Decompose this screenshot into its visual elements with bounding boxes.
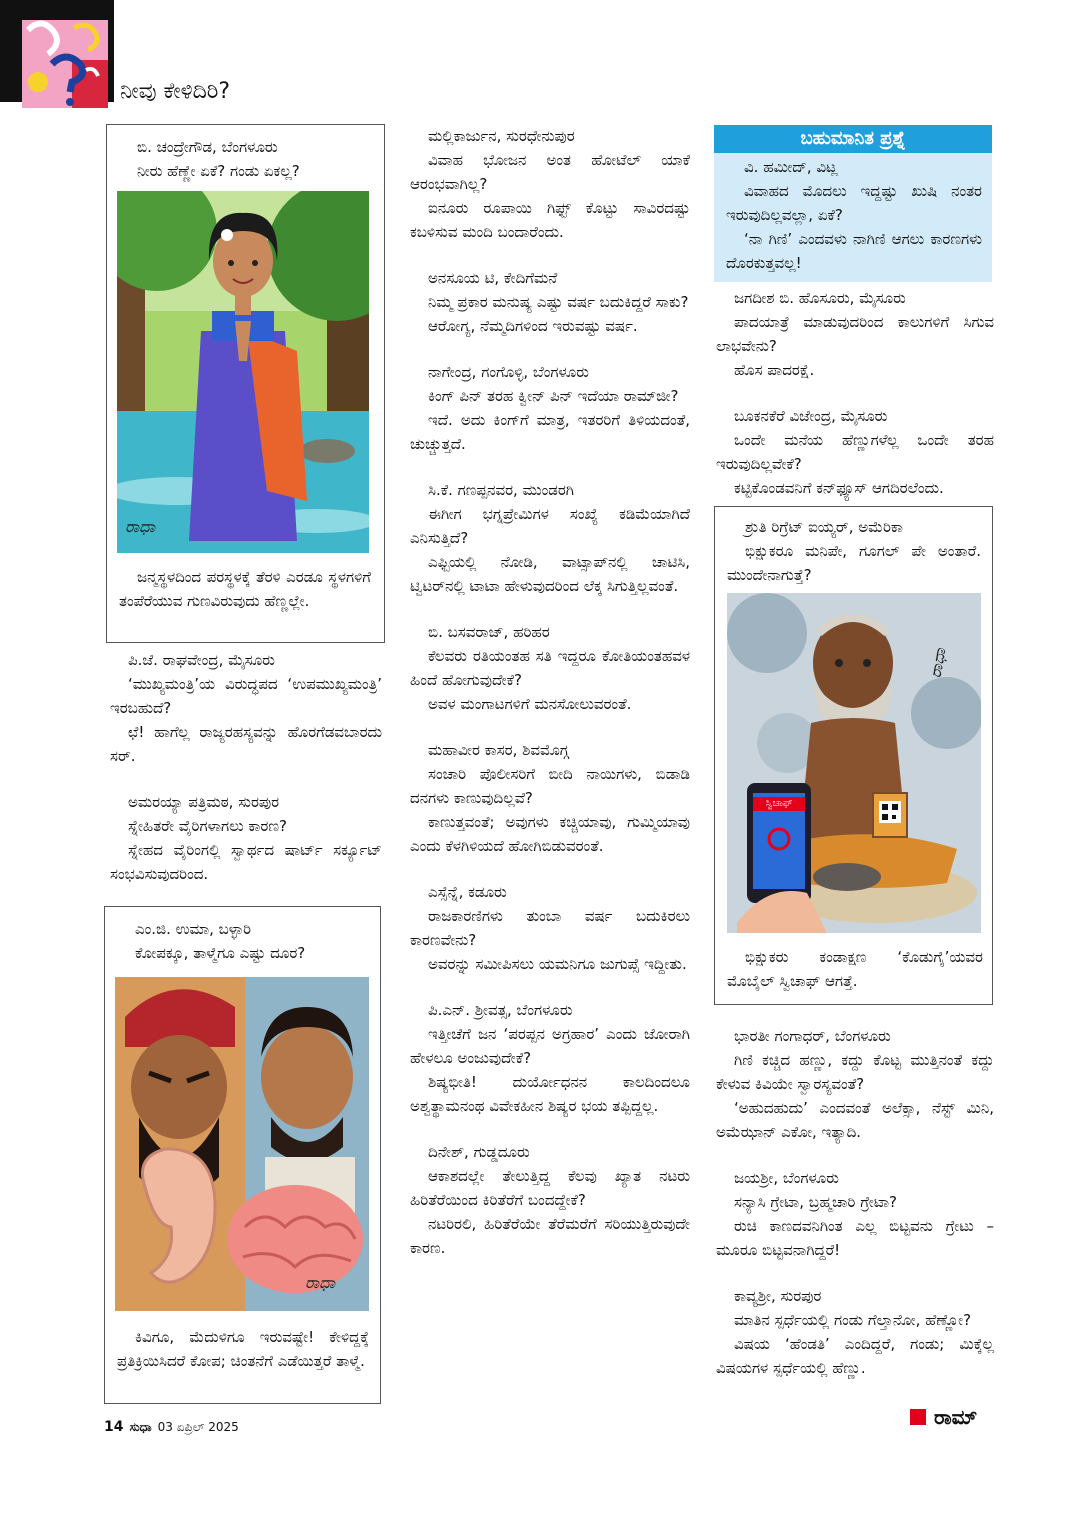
asker-name: ಅಮರಯ್ಯಾ ಪತ್ರಿಮಠ, ಸುರಪುರ bbox=[128, 793, 280, 811]
qa-item bbox=[410, 266, 690, 338]
answer-text: ಅವರನ್ನು ಸಮೀಪಿಸಲು ಯಮನಿಗೂ ಜುಗುಪ್ಸೆ ಇದ್ದೀತು. bbox=[428, 955, 687, 973]
question-text: ಒಂದೇ ಮನೆಯ ಹೆಣ್ಣುಗಳೆಲ್ಲ ಒಂದೇ ತರಹ ಇರುವುದಿಲ್ಲವೇಕೆ? bbox=[716, 431, 994, 473]
qa-list-col1 bbox=[110, 648, 382, 886]
page-number: 14 bbox=[104, 1419, 124, 1435]
asker-name: ಪಿ.ಜೆ. ರಾಘವೇಂದ್ರ, ಮೈಸೂರು bbox=[128, 651, 275, 669]
asker-name: ಎಂ.ಜಿ. ಉಮಾ, ಬಳ್ಳಾರಿ bbox=[135, 920, 252, 938]
answer-text: ಐನೂರು ರೂಪಾಯಿ ಗಿಫ್ಟ್ ಕೊಟ್ಟು ಸಾವಿರದಷ್ಟು ಕಬಳಿಸುವ ಮಂದಿ ಬಂದಾರೆಂದು. bbox=[410, 199, 690, 241]
qa-item bbox=[110, 790, 382, 886]
question-text: ಕೆಲವರು ರತಿಯಂತಹ ಸತಿ ಇದ್ದರೂ ಕೋತಿಯಂತಹವಳ ಹಿಂದೆ ಹೋಗುವುದೇಕೆ? bbox=[410, 647, 690, 689]
answer-text: ವಿಷಯ ‘ಹೆಂಡತಿ’ ಎಂದಿದ್ದರೆ, ಗಂಡು; ಮಿಕ್ಕೆಲ್ಲ ವಿಷಯಗಳ ಸ್ಪರ್ಧೆಯಲ್ಲಿ ಹೆಣ್ಣು. bbox=[716, 1335, 994, 1377]
column-logo bbox=[22, 20, 108, 108]
answer-text: ಛೆ! ಹಾಗೆಲ್ಲ ರಾಜ್ಯರಹಸ್ಯವನ್ನು ಹೊರಗೆಡವಬಾರದು ಸರ್. bbox=[110, 723, 382, 765]
qa-item bbox=[410, 478, 690, 598]
question-text: ಸ್ನೇಹಿತರೇ ವೈರಿಗಳಾಗಲು ಕಾರಣ? bbox=[128, 817, 287, 835]
red-square-marker bbox=[910, 1409, 926, 1425]
asker-name: ಜಯಶ್ರೀ, ಬೆಂಗಳೂರು bbox=[734, 1169, 839, 1187]
question-text: ಕಿಂಗ್ ಪಿನ್ ತರಹ ಕ್ವೀನ್ ಪಿನ್ ಇದೆಯಾ ರಾಮ್‌ಜೀ? bbox=[428, 387, 679, 405]
magazine-name: ಸುಧಾ bbox=[129, 1420, 152, 1434]
asker-name: ಎಸ್ಸೆನ್ನೆ, ಕಡೂರು bbox=[428, 883, 507, 901]
qa-item bbox=[410, 124, 690, 244]
asker-name: ಬೂಕನಕೆರೆ ವಿಜೇಂದ್ರ, ಮೈಸೂರು bbox=[734, 407, 888, 425]
question-text: ಮಾತಿನ ಸ್ಪರ್ಧೆಯಲ್ಲಿ ಗಂಡು ಗೆಲ್ತಾನೋ, ಹೆಣ್ಣೋ? bbox=[734, 1311, 972, 1329]
qa-item bbox=[110, 648, 382, 768]
question-text: ಪಾದಯಾತ್ರೆ ಮಾಡುವುದರಿಂದ ಕಾಲುಗಳಿಗೆ ಸಿಗುವ ಲಾಭವೇನು? bbox=[716, 313, 994, 355]
qa-item bbox=[716, 1024, 994, 1144]
asker-name: ಶ್ರುತಿ ರಿಗ್ರೆಟ್ ಐಯ್ಯರ್, ಅಮೆರಿಕಾ bbox=[745, 518, 903, 536]
asker-name: ನಾಗೇಂದ್ರ, ಗಂಗೊಳ್ಳಿ, ಬೆಂಗಳೂರು bbox=[428, 363, 589, 381]
asker-name: ಮಹಾವೀರ ಕಾಸರ, ಶಿವಮೊಗ್ಗ bbox=[428, 741, 569, 759]
question-text: ಭಿಕ್ಷುಕರೂ ಮನಿಪೇ, ಗೂಗಲ್ ಪೇ ಅಂತಾರೆ. ಮುಂದೇನಾಗುತ್ತೆ? bbox=[727, 542, 981, 584]
artist-signature: ರಾಧಾ bbox=[125, 517, 156, 536]
author-name: ರಾಮ್ bbox=[934, 1405, 978, 1429]
author-signoff bbox=[910, 1404, 977, 1430]
question-text: ವಿವಾಹ ಭೋಜನ ಅಂತ ಹೋಟೆಲ್ ಯಾಕೆ ಆರಂಭವಾಗಿಲ್ಲ? bbox=[410, 151, 690, 193]
qa-item bbox=[716, 404, 994, 500]
cartoon-beggar-with-phone-image bbox=[727, 593, 981, 933]
answer-text: ಕಟ್ಟಿಕೊಂಡವನಿಗೆ ಕನ್‌ಫ್ಯೂಸ್ ಆಗದಿರಲೆಂದು. bbox=[734, 479, 944, 497]
question-text: ‘ಮುಖ್ಯಮಂತ್ರಿ’ಯ ವಿರುದ್ಧಪದ ‘ಉಪಮುಖ್ಯಮಂತ್ರಿ’ ಇರಬಹುದೆ? bbox=[110, 675, 382, 717]
issue-date: 03 ಏಪ್ರಿಲ್ 2025 bbox=[157, 1420, 239, 1434]
column-title: ನೀವು ಕೇಳಿದಿರಿ? bbox=[120, 79, 231, 104]
page-footer bbox=[104, 1418, 239, 1436]
qa-item bbox=[716, 1284, 994, 1380]
featured-question-box bbox=[714, 125, 992, 282]
question-text: ನೀರು ಹೆಣ್ಣೇ ಏಕೆ? ಗಂಡು ಏಕಲ್ಲ? bbox=[137, 162, 300, 180]
qa-item bbox=[410, 998, 690, 1118]
asker-name: ಜಗದೀಶ ಬಿ. ಹೊಸೂರು, ಮೈಸೂರು bbox=[734, 289, 906, 307]
answer-text: ನಟರಿರಲಿ, ಹಿರಿತೆರೆಯೇ ತೆರೆಮರೆಗೆ ಸರಿಯುತ್ತಿರುವುದೇ ಕಾರಣ. bbox=[410, 1215, 690, 1257]
answer-text: ಇದೆ. ಅದು ಕಿಂಗ್‌ಗೆ ಮಾತ್ರ, ಇತರರಿಗೆ ತಿಳಿಯದಂತೆ, ಚುಚ್ಚುತ್ತದೆ. bbox=[410, 411, 690, 453]
asker-name: ಮಲ್ಲಿಕಾರ್ಜುನ, ಸುರಧೇನುಪುರ bbox=[428, 127, 575, 145]
qa-item bbox=[410, 360, 690, 456]
answer-text: ಕಾಣುತ್ತವಂತೆ; ಅವುಗಳು ಕಚ್ಚಿಯಾವು, ಗುಮ್ಮಿಯಾವು ಎಂದು ಕೆಳಗಿಳಿಯದೆ ಹೋಗಿಬಿಡುವರಂತೆ. bbox=[410, 813, 690, 855]
answer-text: ಆರೋಗ್ಯ, ನೆಮ್ಮದಿಗಳಿಂದ ಇರುವಷ್ಟು ವರ್ಷ. bbox=[428, 317, 638, 335]
question-card bbox=[714, 506, 993, 1005]
question-text: ಸಂಚಾರಿ ಪೊಲೀಸರಿಗೆ ಬೀದಿ ನಾಯಿಗಳು, ಬಿಡಾಡಿ ದನಗಳು ಕಾಣುವುದಿಲ್ಲವೆ? bbox=[410, 765, 690, 807]
qa-item bbox=[410, 620, 690, 716]
asker-name: ದಿನೇಶ್, ಗುಡ್ಡದೂರು bbox=[428, 1143, 530, 1161]
qa-item bbox=[410, 880, 690, 976]
qa-item bbox=[716, 1166, 994, 1262]
asker-name: ಬಿ. ಚಂದ್ರೇಗೌಡ, ಬೆಂಗಳೂರು bbox=[137, 138, 278, 156]
cartoon-ear-and-brain-image bbox=[115, 977, 369, 1311]
qa-item bbox=[410, 1140, 690, 1260]
answer-caption: ಭಿಕ್ಷುಕರು ಕಂಡಾಕ್ಷಣ ‘ಕೊಡುಗೈ’ಯವರ ಮೊಬೈಲ್ ಸ್ವಿಚಾಫ್ ಆಗತ್ತೆ. bbox=[727, 948, 983, 990]
artist-signature: ರಾಧಾ bbox=[925, 646, 950, 680]
asker-name: ಕಾವ್ಯಶ್ರೀ, ಸುರಪುರ bbox=[734, 1287, 822, 1305]
question-text: ಆಕಾಶದಲ್ಲೇ ತೇಲುತ್ತಿದ್ದ ಕೆಲವು ಖ್ಯಾತ ನಟರು ಹಿರಿತೆರೆಯಿಂದ ಕಿರಿತೆರೆಗೆ ಬಂದದ್ದೇಕೆ? bbox=[410, 1167, 690, 1209]
question-text: ಇತ್ತೀಚೆಗೆ ಜನ ‘ಪರಪ್ಪನ ಅಗ್ರಹಾರ’ ಎಂದು ಜೋರಾಗಿ ಹೇಳಲೂ ಅಂಜುವುದೇಕೆ? bbox=[410, 1025, 690, 1067]
question-text: ವಿವಾಹದ ಮೊದಲು ಇದ್ದಷ್ಟು ಖುಷಿ ನಂತರ ಇರುವುದಿಲ್ಲವಲ್ಲಾ, ಏಕೆ? bbox=[726, 182, 982, 224]
question-card bbox=[104, 906, 381, 1404]
answer-caption: ಜನ್ಮಸ್ಥಳದಿಂದ ಪರಸ್ಥಳಕ್ಕೆ ತೆರಳಿ ಎರಡೂ ಸ್ಥಳಗಳಿಗೆ ತಂಪೆರೆಯುವ ಗುಣವಿರುವುದು ಹೆಣ್ಣಲ್ಲೇ. bbox=[119, 568, 371, 610]
question-text: ಸನ್ಯಾಸಿ ಗ್ರೇಟಾ, ಬ್ರಹ್ಮಚಾರಿ ಗ್ರೇಟಾ? bbox=[734, 1193, 897, 1211]
answer-text: ರುಚಿ ಕಾಣದವನಿಗಿಂತ ಎಲ್ಲ ಬಿಟ್ಟವನು ಗ್ರೇಟು – ಮೂರೂ ಬಿಟ್ಟವನಾಗಿದ್ದರೆ! bbox=[716, 1217, 994, 1259]
qa-list-col3b bbox=[716, 1024, 994, 1380]
answer-caption: ಕಿವಿಗೂ, ಮೆದುಳಿಗೂ ಇರುವಷ್ಟೇ! ಕೇಳಿದ್ದಕ್ಕೆ ಪ್ರತಿಕ್ರಿಯಿಸಿದರೆ ಕೋಪ; ಚಿಂತನೆಗೆ ಎಡೆಯಿತ್ತರೆ ತಾಳ್ಮೆ. bbox=[117, 1328, 369, 1370]
question-card bbox=[106, 124, 385, 643]
answer-text: ಶಿಷ್ಯಭೀತಿ! ದುರ್ಯೋಧನನ ಕಾಲದಿಂದಲೂ ಅಶ್ವತ್ಥಾಮನಂಥ ವಿವೇಕಹೀನ ಶಿಷ್ಯರ ಭಯ ತಪ್ಪಿದ್ದಲ್ಲ. bbox=[410, 1073, 690, 1115]
phone-screen-label: ಸ್ವಿಚಾಫ್ bbox=[753, 797, 805, 811]
qa-item bbox=[410, 738, 690, 858]
question-text: ಈಗೀಗ ಭಗ್ನಪ್ರೇಮಿಗಳ ಸಂಖ್ಯೆ ಕಡಿಮೆಯಾಗಿದೆ ಎನಿಸುತ್ತಿದೆ? bbox=[410, 505, 690, 547]
answer-text: ಸ್ನೇಹದ ವೈರಿಂಗಲ್ಲಿ ಸ್ವಾರ್ಥದ ಷಾರ್ಟ್ ಸರ್ಕ್ಯೂಟ್ ಸಂಭವಿಸುವುದರಿಂದ. bbox=[110, 841, 382, 883]
answer-text: ಹೊಸ ಪಾದರಕ್ಷೆ. bbox=[734, 361, 815, 379]
asker-name: ಭಾರತೀ ಗಂಗಾಧರ್, ಬೆಂಗಳೂರು bbox=[734, 1027, 891, 1045]
qa-list-col2 bbox=[410, 124, 690, 1260]
question-text: ಗಿಣಿ ಕಚ್ಚಿದ ಹಣ್ಣು, ಕದ್ದು ಕೊಟ್ಟ ಮುತ್ತಿನಂತೆ ಕದ್ದು ಕೇಳುವ ಕಿವಿಯೇ ಸ್ವಾರಸ್ಯವಂತೆ? bbox=[716, 1051, 994, 1093]
asker-name: ಬಿ. ಬಸವರಾಜ್, ಹರಿಹರ bbox=[428, 623, 550, 641]
answer-text: ಅವಳ ಮಂಗಾಟಗಳಿಗೆ ಮನಸೋಲುವರಂತೆ. bbox=[428, 695, 632, 713]
asker-name: ಪಿ.ಎನ್. ಶ್ರೀವತ್ಸ, ಬೆಂಗಳೂರು bbox=[428, 1001, 573, 1019]
asker-name: ಸಿ.ಕೆ. ಗಣಪ್ಪನವರ, ಮುಂಡರಗಿ bbox=[428, 481, 574, 499]
artist-signature: ರಾಧಾ bbox=[305, 1273, 336, 1292]
qa-list-col3a bbox=[716, 286, 994, 500]
featured-title: ಬಹುಮಾನಿತ ಪ್ರಶ್ನೆ bbox=[714, 125, 992, 153]
answer-text: ‘ಅಹುದಹುದು’ ಎಂದವಂತೆ ಅಲೆಕ್ಸಾ, ನೆಸ್ಟ್ ಮಿನಿ, ಅಮೆಝಾನ್ ಎಕೋ, ಇತ್ಯಾದಿ. bbox=[716, 1099, 994, 1141]
qa-item bbox=[716, 286, 994, 382]
asker-name: ವಿ. ಹಮೀದ್, ವಿಟ್ಲ bbox=[744, 158, 838, 176]
question-text: ನಿಮ್ಮ ಪ್ರಕಾರ ಮನುಷ್ಯ ಎಷ್ಟು ವರ್ಷ ಬದುಕಿದ್ದರೆ ಸಾಕು? bbox=[428, 293, 689, 311]
question-text: ರಾಜಕಾರಣಿಗಳು ತುಂಬಾ ವರ್ಷ ಬದುಕಿರಲು ಕಾರಣವೇನು? bbox=[410, 907, 690, 949]
answer-text: ಎಫ್ಬಿಯಲ್ಲಿ ನೋಡಿ, ವಾಟ್ಸಾಪ್‌ನಲ್ಲಿ ಚಾಟಿಸಿ, ಟ್ವಿಟರ್‌ನಲ್ಲಿ ಟಾಟಾ ಹೇಳುವುದರಿಂದ ಲೆಕ್ಕ ಸಿಗುತ್ತಿಲ್ಲವಂತೆ. bbox=[410, 553, 690, 595]
cartoon-woman-in-river-image bbox=[117, 191, 369, 553]
asker-name: ಅನಸೂಯ ಟಿ, ಕೇದಿಗೆಮನೆ bbox=[428, 269, 558, 287]
answer-text: ‘ನಾ ಗಿಣಿ’ ಎಂದವಳು ನಾಗಿಣಿ ಆಗಲು ಕಾರಣಗಳು ದೊರಕುತ್ತವಲ್ಲ! bbox=[726, 230, 982, 272]
question-text: ಕೋಪಕ್ಕೂ, ತಾಳ್ಮೆಗೂ ಎಷ್ಟು ದೂರ? bbox=[135, 944, 306, 962]
